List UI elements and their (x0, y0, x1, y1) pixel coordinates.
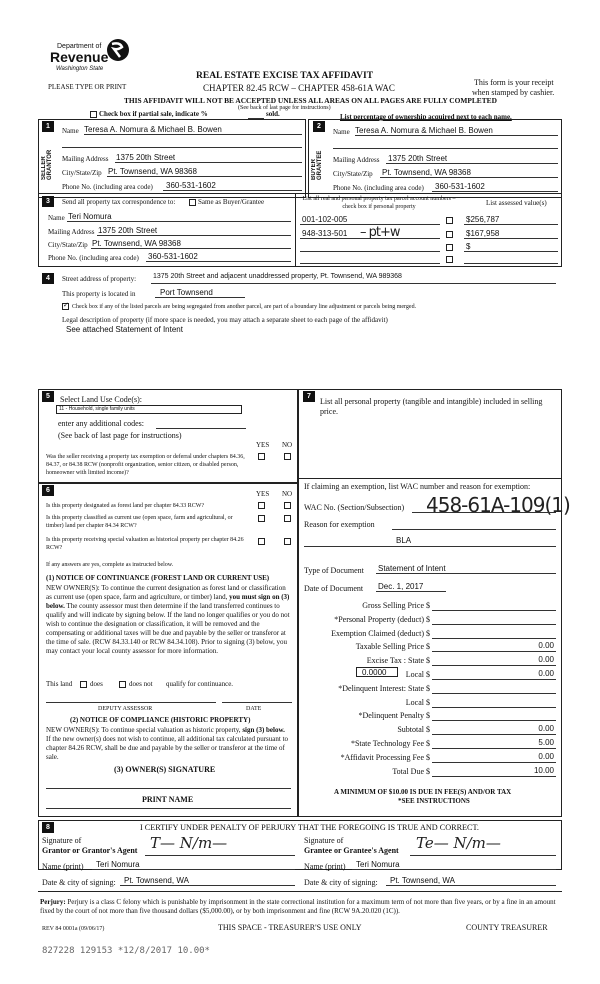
q2-no-checkbox[interactable] (284, 515, 291, 522)
tax-row-label: *Personal Property (deduct) $ (334, 614, 430, 624)
does-not-label: does not (129, 680, 153, 688)
deputy-date-label: DATE (246, 706, 262, 712)
value-1: $256,787 (466, 215, 500, 224)
tax-row-label: *Delinquent Penalty $ (358, 711, 430, 721)
street-label: Street address of property: (62, 275, 137, 283)
grantee-city: Pt. Townsend, WA (390, 876, 455, 885)
seller-city: Pt. Townsend, WA 98368 (108, 167, 197, 176)
perjury-text: Perjury is a class C felony which is punishable by imprisonment in the state correctional institution for a maximum term of not more than five years, or by a fine in an amount fixed by the court of not more than five thousand dollars ($5,000.00), or by both imprisonment and fine (RCW 9A.20.020 (1C)). (40, 898, 556, 915)
tax-row-label: *State Technology Fee $ (350, 739, 430, 748)
located-in: Port Townsend (160, 288, 213, 297)
grantor-city: Pt. Townsend, WA (124, 876, 189, 885)
buyer-mail: 1375 20th Street (388, 154, 448, 163)
grantor-sig-label1: Signature of (42, 836, 82, 845)
legal-label: Legal description of property (if more space is needed, you may attach a separate sheet to each page of the affidavit) (62, 316, 388, 324)
legal-description: See attached Statement of Intent (66, 325, 183, 334)
seller-phone-label: Phone No. (including area code) (62, 183, 153, 191)
segregated-checkmark-icon: ✓ (63, 301, 69, 309)
grantee-name: Teri Nomura (356, 860, 400, 869)
doc-type-label: Type of Document (304, 566, 364, 575)
corr-phone: 360-531-1602 (148, 252, 198, 261)
parcel-2-handwritten-note: – pt+w (360, 225, 400, 240)
qualify-label: qualify for continuance. (166, 680, 234, 688)
grantor-date-label: Date & city of signing: (42, 878, 116, 887)
rev-number: REV 84 0001a (09/06/17) (42, 926, 105, 932)
section5-no: NO (282, 441, 293, 449)
print-name-label: PRINT NAME (142, 795, 194, 804)
cashier-stamp: 827228 129153 *12/8/2017 10.00* (42, 946, 210, 956)
parcel-1: 001-102-005 (302, 215, 348, 224)
treasurer-space: THIS SPACE - TREASURER'S USE ONLY (218, 923, 362, 932)
notice2-title: (2) NOTICE OF COMPLIANCE (HISTORIC PROPERTY) (70, 716, 251, 724)
dept-line2: Revenue (50, 49, 109, 65)
seller-phone: 360-531-1602 (166, 181, 216, 190)
corr-city: Pt. Townsend, WA 98368 (92, 239, 181, 248)
if-yes-note: If any answers are yes, complete as instructed below. (46, 562, 174, 568)
buyer-mail-label: Mailing Address (333, 156, 380, 164)
sold-label: sold. (266, 110, 280, 118)
form-chapter: CHAPTER 82.45 RCW – CHAPTER 458-61A WAC (203, 83, 395, 93)
q3-no-checkbox[interactable] (284, 538, 291, 545)
tax-row-label: Total Due $ (392, 766, 430, 776)
grantee-sig-label1: Signature of (304, 836, 344, 845)
see-back: (See back of last page for instructions) (238, 105, 331, 111)
seller-side-label: SELLER GRANTOR (41, 149, 53, 180)
corr-mail: 1375 20th Street (98, 226, 158, 235)
notice1-text-a: NEW OWNER(S): To continue the current designation as forest land or classification as current use (open space, farm and agriculture, or timber) land, (46, 584, 286, 601)
tax-row-label: Gross Selling Price $ (362, 601, 430, 610)
receipt-line1: This form is your receipt (474, 78, 554, 87)
buyer-name: Teresa A. Nomura & Michael B. Bowen (355, 126, 493, 135)
value-3: $ (466, 242, 471, 251)
does-label: does (90, 680, 103, 688)
tax-row-label: *Affidavit Processing Fee $ (340, 752, 430, 762)
parcel-2-personal-checkbox[interactable] (446, 231, 453, 238)
county-treasurer: COUNTY TREASURER (466, 923, 548, 932)
warning: THIS AFFIDAVIT WILL NOT BE ACCEPTED UNLESS ALL AREAS ON ALL PAGES ARE FULLY COMPLETED (124, 96, 497, 105)
doc-date-value: Dec. 1, 2017 (378, 582, 424, 591)
section-6-number: 6 (42, 485, 54, 496)
wac-value: 458-61A-109(1) (426, 493, 570, 517)
deputy-assessor-label: DEPUTY ASSESSOR (98, 706, 153, 712)
segregated-label: Check box if any of the listed parcels are being segregated from another parcel, are part of a boundary line adjustment or parcels being merged. (72, 304, 417, 310)
section-1-number: 1 (42, 121, 54, 132)
notice2-text-b: sign (3) below. (242, 726, 285, 734)
grantor-signature: T— N/m— (150, 834, 228, 852)
corr-name-label: Name (48, 214, 65, 222)
section7-text: List all personal property (tangible and intangible) included in selling price. (320, 397, 543, 416)
tax-row-value: 0.00 (538, 724, 554, 734)
same-as-buyer-checkbox[interactable] (189, 199, 196, 206)
doc-date-label: Date of Document (304, 584, 364, 593)
see-instructions: *SEE INSTRUCTIONS (398, 797, 470, 805)
land-use-title: Select Land Use Code(s): (60, 395, 142, 404)
section-5-number: 5 (42, 391, 54, 402)
minimum-note: A MINIMUM OF $10.00 IS DUE IN FEE(S) AND/OR TAX (334, 788, 512, 796)
partial-sale-checkbox[interactable] (90, 111, 97, 118)
notice2-text-c: If the new owner(s) does not wish to continue, all additional tax calculated pursuant to chapter 84.26 RCW, shall be due and payable by the seller or transferor at the time of sale. (46, 735, 289, 761)
section6-yes: YES (256, 490, 270, 498)
notice1-title: (1) NOTICE OF CONTINUANCE (FOREST LAND OR CURRENT USE) (46, 574, 270, 582)
certify-text: I CERTIFY UNDER PENALTY OF PERJURY THAT THE FOREGOING IS TRUE AND CORRECT. (140, 823, 479, 832)
section5-yes: YES (256, 441, 270, 449)
grantee-date-label: Date & city of signing: (304, 878, 378, 887)
ownership-note: List percentage of ownership acquired next to each name. (340, 113, 512, 121)
corr-city-label: City/State/Zip (48, 241, 88, 249)
value-2: $167,958 (466, 229, 500, 238)
section5-no-checkbox[interactable] (284, 453, 291, 460)
corr-phone-label: Phone No. (including area code) (48, 254, 139, 262)
section6-q1: Is this property designated as forest land per chapter 84.33 RCW? (46, 503, 205, 509)
grantee-signature: Te— N/m— (416, 834, 501, 852)
does-not-checkbox[interactable] (119, 681, 126, 688)
dept-line3: Washington State (56, 66, 104, 72)
tax-row-value: 10.00 (533, 765, 554, 775)
street-address: 1375 20th Street and adjacent unaddressed property, Pt. Townsend, WA 989368 (153, 273, 402, 280)
parcel-2: 948-313-501 (302, 229, 348, 238)
notice2-body (46, 726, 291, 762)
dept-line1: Department of (57, 43, 102, 50)
grantor-name-label: Name (print) (42, 862, 84, 871)
seller-name: Teresa A. Nomura & Michael B. Bowen (84, 125, 222, 134)
section5-see-back: (See back of last page for instructions) (58, 431, 182, 440)
does-checkbox[interactable] (80, 681, 87, 688)
perjury-note (40, 898, 564, 916)
q1-yes-checkbox[interactable] (258, 502, 265, 509)
wac-label: WAC No. (Section/Subsection) (304, 503, 405, 512)
land-use-code: 11 - Household, single family units (59, 406, 135, 412)
reason-label: Reason for exemption (304, 520, 375, 529)
section6-q2: Is this property classified as current use (open space, farm and agricultural, or timber) land per chapter 84.34 RCW? (46, 515, 233, 529)
corr-name: Teri Nomura (68, 212, 112, 221)
notice1-text-c: The county assessor must then determine if the land transferred continues to qualify and will indicate by signing below. If the land no longer qualifies or you do not wish to continue the designation or classification, it will be removed and the compensating or additional taxes will be due and payable by the seller or transferor at the time of sale. (RCW 84.33.140 or RCW 84.34.108). Prior to signing (3) below, you may contact your local county assessor for more information. (46, 602, 290, 655)
tax-row-value: 5.00 (538, 738, 554, 747)
buyer-name-label: Name (333, 128, 350, 136)
grantor-agent-label: Grantor or Grantor's Agent (42, 846, 138, 855)
notice1-body (46, 584, 291, 656)
q1-no-checkbox[interactable] (284, 502, 291, 509)
grantee-name-label: Name (print) (304, 862, 346, 871)
buyer-phone-label: Phone No. (including area code) (333, 184, 424, 192)
section-2-number: 2 (313, 121, 325, 132)
buyer-city-label: City/State/Zip (333, 170, 373, 178)
q2-yes-checkbox[interactable] (258, 515, 265, 522)
tax-row-label: *Delinquent Interest: State $ (338, 683, 430, 693)
located-label: This property is located in (62, 290, 136, 298)
tax-row-label: Local $ (405, 697, 430, 707)
buyer-city: Pt. Townsend, WA 98368 (382, 168, 471, 177)
section6-q3: Is this property receiving special valuation as historical property per chapter 84.26 RCW? (46, 537, 244, 551)
tax-row-label: Exemption Claimed (deduct) $ (331, 628, 430, 638)
assessed-header: List assessed value(s) (486, 199, 547, 207)
notice2-text-a: NEW OWNER(S): To continue special valuation as historic property, (46, 726, 241, 734)
owner-signature-label: (3) OWNER(S) SIGNATURE (114, 765, 216, 774)
land-label: This land (46, 680, 73, 688)
tax-row-label: Subtotal $ (397, 725, 430, 735)
corr-mail-label: Mailing Address (48, 228, 95, 236)
seller-city-label: City/State/Zip (62, 169, 102, 177)
tax-row-value: 0.00 (538, 669, 554, 678)
notice1-text-b: you must sign on (3) below. (46, 593, 290, 610)
parcel-1-personal-checkbox[interactable] (446, 217, 453, 224)
send-to-label: Send all property tax correspondence to: (62, 198, 176, 206)
local-rate: 0.0000 (362, 668, 387, 677)
tax-row-label: Taxable Selling Price $ (355, 642, 430, 652)
buyer-phone: 360-531-1602 (435, 182, 485, 191)
grantee-agent-label: Grantee or Grantee's Agent (304, 846, 399, 855)
tax-row-label: Local $ (405, 670, 430, 679)
tax-row-value: 0.00 (538, 641, 554, 651)
grantor-name: Teri Nomura (96, 860, 140, 869)
doc-type-value: Statement of Intent (378, 564, 446, 573)
perjury-label: Perjury: (40, 898, 66, 906)
additional-codes-label: enter any additional codes: (58, 419, 144, 428)
tax-row-label: Excise Tax : State $ (366, 656, 430, 666)
seller-mail-label: Mailing Address (62, 155, 109, 163)
section-8-number: 8 (42, 822, 54, 833)
parcels-header: List all real and personal property tax parcel account numbers – check box if personal property (302, 196, 456, 210)
tax-row-value: 0.00 (538, 655, 554, 665)
section6-no: NO (282, 490, 293, 498)
seller-name-label: Name (62, 127, 79, 135)
reason-value: BLA (396, 536, 412, 545)
parcel-3-personal-checkbox[interactable] (446, 244, 453, 251)
please-type: PLEASE TYPE OR PRINT (48, 83, 127, 91)
section-4-number: 4 (42, 273, 54, 284)
section-3-number: 3 (42, 196, 54, 207)
receipt-line2: when stamped by cashier. (472, 88, 555, 97)
same-as-buyer-label: Same as Buyer/Grantee (198, 198, 265, 206)
section5-question: Was the seller receiving a property tax exemption or deferral under chapters 84.36, 84.37, or 84.38 RCW (nonprofit organization, senior citizen, or disabled person, homeowner with limited income)? (46, 454, 245, 476)
wac-claim-label: If claiming an exemption, list WAC number and reason for exemption: (304, 482, 531, 491)
tax-row-value: 0.00 (538, 751, 554, 761)
section-7-number: 7 (303, 391, 315, 402)
seller-mail: 1375 20th Street (116, 153, 176, 162)
dor-logo (50, 38, 140, 78)
buyer-side-label: BUYER GRANTEE (311, 150, 323, 180)
q3-yes-checkbox[interactable] (258, 538, 265, 545)
section5-yes-checkbox[interactable] (258, 453, 265, 460)
form-title: REAL ESTATE EXCISE TAX AFFIDAVIT (196, 71, 374, 81)
parcel-4-personal-checkbox[interactable] (446, 256, 453, 263)
dor-logo-icon (106, 38, 130, 62)
partial-sale-label: Check box if partial sale, indicate % (99, 110, 208, 118)
